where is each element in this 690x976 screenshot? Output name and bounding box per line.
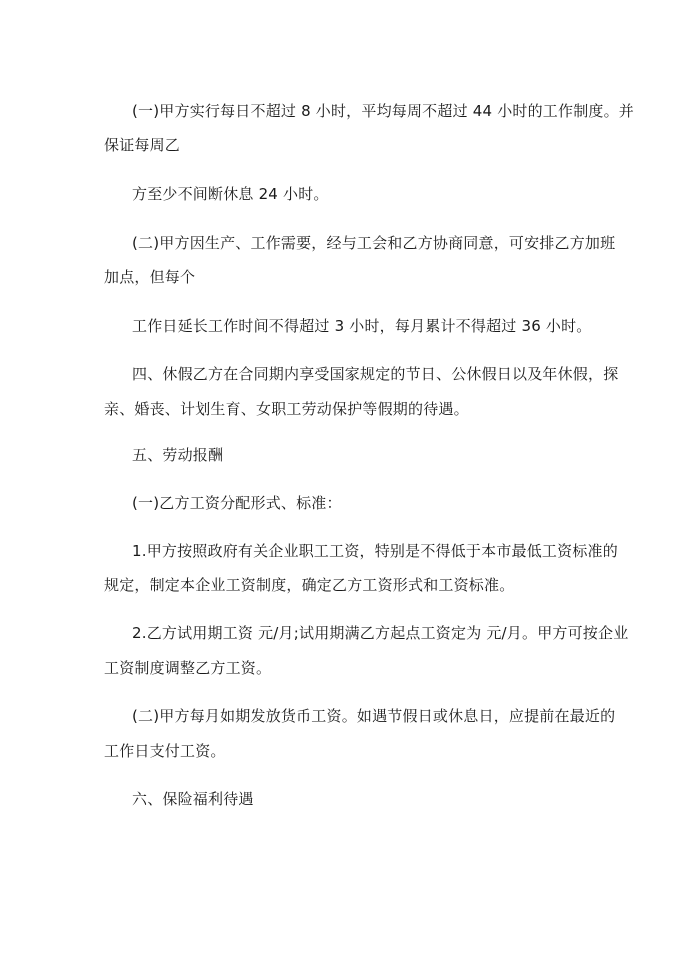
text-line: 工作日延长工作时间不得超过 3 小时，每月累计不得超过 36 小时。 <box>132 317 592 335</box>
text-line: 工作日支付工资。 <box>104 742 226 760</box>
text-line: 方至少不间断休息 24 小时。 <box>132 185 329 203</box>
text-line: (一)乙方工资分配形式、标准： <box>132 494 342 512</box>
section-heading: 六、保险福利待遇 <box>132 790 254 808</box>
text-line: 规定，制定本企业工资制度，确定乙方工资形式和工资标准。 <box>104 576 515 594</box>
text-line: 四、休假乙方在合同期内享受国家规定的节日、公休假日以及年休假，探 <box>132 365 619 383</box>
text-line: (二)甲方每月如期发放货币工资。如遇节假日或休息日，应提前在最近的 <box>132 707 616 725</box>
text-line: (一)甲方实行每日不超过 8 小时，平均每周不超过 44 小时的工作制度。并 <box>132 102 635 120</box>
text-line: 亲、婚丧、计划生育、女职工劳动保护等假期的待遇。 <box>104 400 469 418</box>
text-line: (二)甲方因生产、工作需要，经与工会和乙方协商同意，可安排乙方加班 <box>132 234 616 252</box>
text-line: 2.乙方试用期工资 元/月;试用期满乙方起点工资定为 元/月。甲方可按企业 <box>132 624 629 642</box>
text-line: 保证每周乙 <box>104 136 181 154</box>
section-heading: 五、劳动报酬 <box>132 446 224 464</box>
text-line: 加点，但每个 <box>104 268 196 286</box>
text-line: 1.甲方按照政府有关企业职工工资，特别是不得低于本市最低工资标准的 <box>132 542 618 560</box>
text-line: 工资制度调整乙方工资。 <box>104 659 272 677</box>
